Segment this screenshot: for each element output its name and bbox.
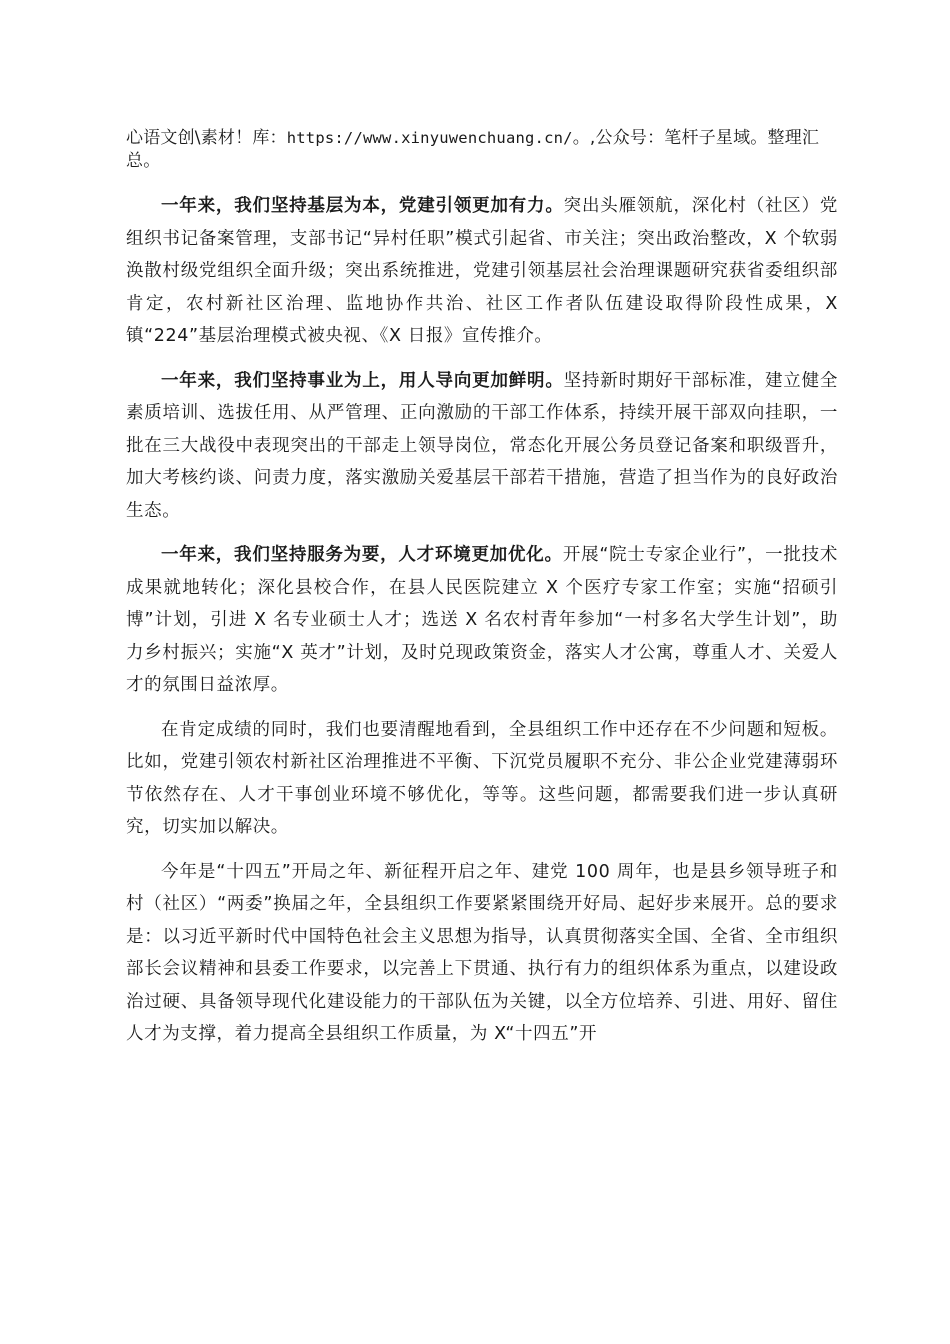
paragraph-problems (126, 714, 838, 844)
paragraph-this-year (126, 856, 838, 1051)
paragraph-lead: 一年来，我们坚持基层为本，党建引领更加有力。 (161, 196, 564, 216)
source-url: https://www.xinyuwenchuang.cn/ (286, 129, 573, 147)
paragraph-text: 坚持新时期好干部标准，建立健全素质培训、选拔任用、从严管理、正向激励的干部工作体系，持续开展干部双向挂职，一批在三大战役中表现突出的干部走上领导岗位，常态化开展公务员登记备案和职级晋升，加大考核约谈、问责力度，落实激励关爱基层干部若干措施，营造了担当作为的良好政治生态。 (126, 370, 839, 521)
paragraph-talent (126, 539, 838, 702)
paragraph-text: 今年是“十四五”开局之年、新征程开启之年、建党 100 周年，也是县乡领导班子和村（社区）“两委”换届之年，全县组织工作要紧紧围绕开好局、起好步来展开。总的要求是：以习近平新时代中国特色社会主义思想为指导，认真贯彻落实全国、全省、全市组织部长会议精神和县委工作要求，以完善上下贯通、执行有力的组织体系为重点，以建设政治过硬、具备领导现代化建设能力的干部队伍为关键，以全方位培养、引进、用好、留住人才为支撑，着力提高全县组织工作质量，为 X“十四五”开 (126, 861, 838, 1044)
source-note-prefix: 心语文创\素材！库： (126, 128, 287, 148)
paragraph-text: 突出头雁领航，深化村（社区）党组织书记备案管理，支部书记“异村任职”模式引起省、市关注；突出政治整改，X 个软弱涣散村级党组织全面升级；突出系统推进，党建引领基层社会治理课题研究获省委组织部肯定，农村新社区治理、监地协作共治、社区工作者队伍建设取得阶段性成果，X 镇“224”基层治理模式被央视、《X 日报》宣传推介。 (126, 196, 839, 346)
document-body (126, 190, 838, 1063)
paragraph-text: 在肯定成绩的同时，我们也要清醒地看到，全县组织工作中还存在不少问题和短板。比如，党建引领农村新社区治理推进不平衡、下沉党员履职不充分、非公企业党建薄弱环节依然存在、人才干事创业环境不够优化，等等。这些问题，都需要我们进一步认真研究，切实加以解决。 (126, 719, 838, 837)
paragraph-text: 开展“院士专家企业行”，一批技术成果就地转化；深化县校合作，在县人民医院建立 X 个医疗专家工作室；实施“招硕引博”计划，引进 X 名专业硕士人才；选送 X 名农村青年参加“一村多名大学生计划”，助力乡村振兴；实施“X 英才”计划，及时兑现政策资金，落实人才公寓，尊重人才、关爱人才的氛围日益浓厚。 (126, 545, 839, 695)
paragraph-cadres (126, 365, 838, 528)
paragraph-lead: 一年来，我们坚持服务为要，人才环境更加优化。 (161, 545, 563, 565)
source-note (126, 127, 836, 173)
paragraph-lead: 一年来，我们坚持事业为上，用人导向更加鲜明。 (161, 370, 564, 391)
source-note-suffix: 。,公众号：笔杆子星域。整理汇总。 (126, 128, 820, 171)
paragraph-grassroots (126, 190, 838, 353)
